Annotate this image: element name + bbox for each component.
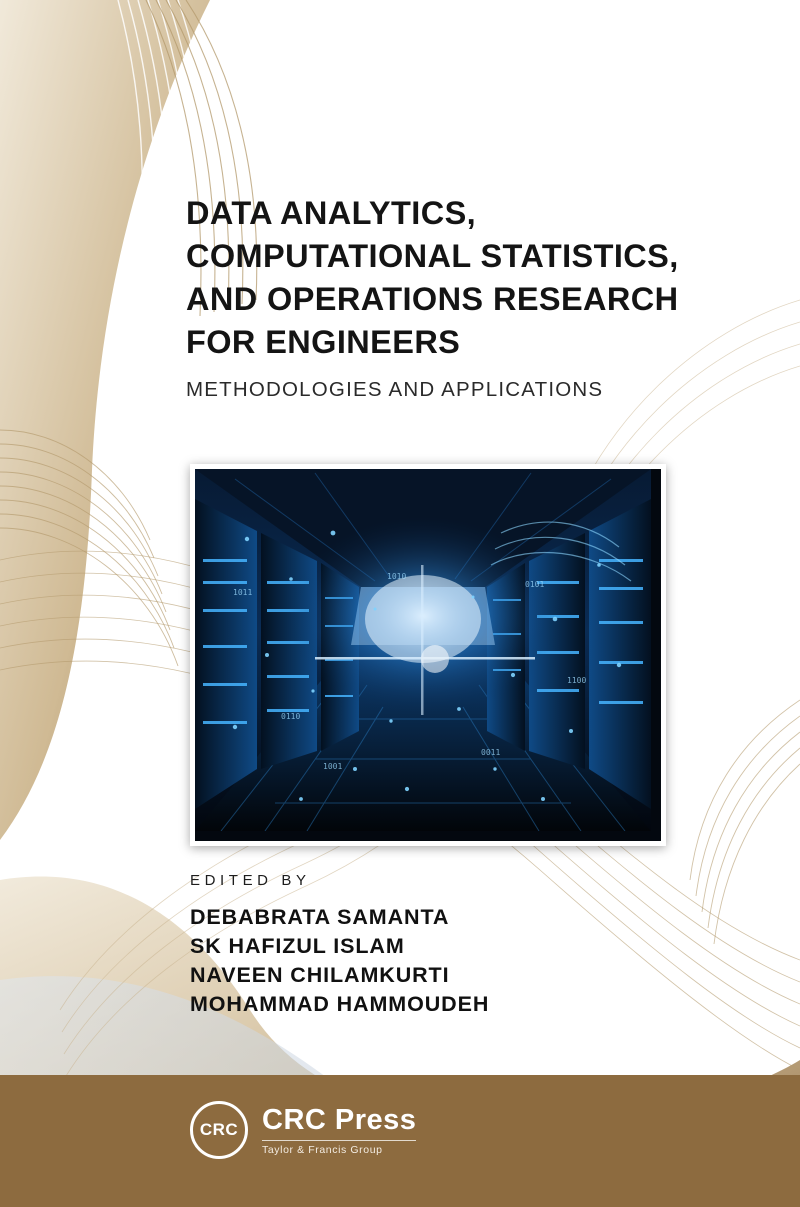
editor-name-4: MOHAMMAD HAMMOUDEH	[190, 992, 490, 1016]
title-block	[186, 192, 746, 402]
svg-text:0101: 0101	[525, 580, 545, 589]
publisher-group: Taylor & Francis Group	[262, 1140, 416, 1156]
editors-block	[190, 872, 489, 1019]
editor-name-1: DEBABRATA SAMANTA	[190, 905, 450, 929]
publisher-logo	[190, 1101, 416, 1159]
edited-by-label: EDITED BY	[190, 872, 311, 889]
title-line-1: DATA ANALYTICS,	[186, 195, 477, 231]
editor-name-3: NAVEEN CHILAMKURTI	[190, 963, 450, 987]
title-line-4: FOR ENGINEERS	[186, 324, 461, 360]
crc-logo-icon: CRC	[190, 1101, 248, 1159]
cover-image-frame	[190, 464, 666, 846]
svg-text:1010: 1010	[387, 572, 407, 581]
publisher-band	[0, 1075, 800, 1207]
svg-text:0011: 0011	[481, 748, 501, 757]
svg-text:1001: 1001	[323, 762, 343, 771]
server-room-data-center-photo	[195, 469, 661, 841]
svg-text:1011: 1011	[233, 588, 253, 597]
subtitle: METHODOLOGIES AND APPLICATIONS	[186, 378, 604, 401]
svg-text:0110: 0110	[281, 712, 301, 721]
title-line-3: AND OPERATIONS RESEARCH	[186, 281, 679, 317]
title-line-2: COMPUTATIONAL STATISTICS,	[186, 238, 679, 274]
svg-text:1100: 1100	[567, 676, 587, 685]
data-center-illustration	[195, 469, 651, 831]
publisher-name: CRC Press	[262, 1104, 417, 1136]
publisher-text	[262, 1104, 416, 1156]
editor-name-2: SK HAFIZUL ISLAM	[190, 934, 405, 958]
